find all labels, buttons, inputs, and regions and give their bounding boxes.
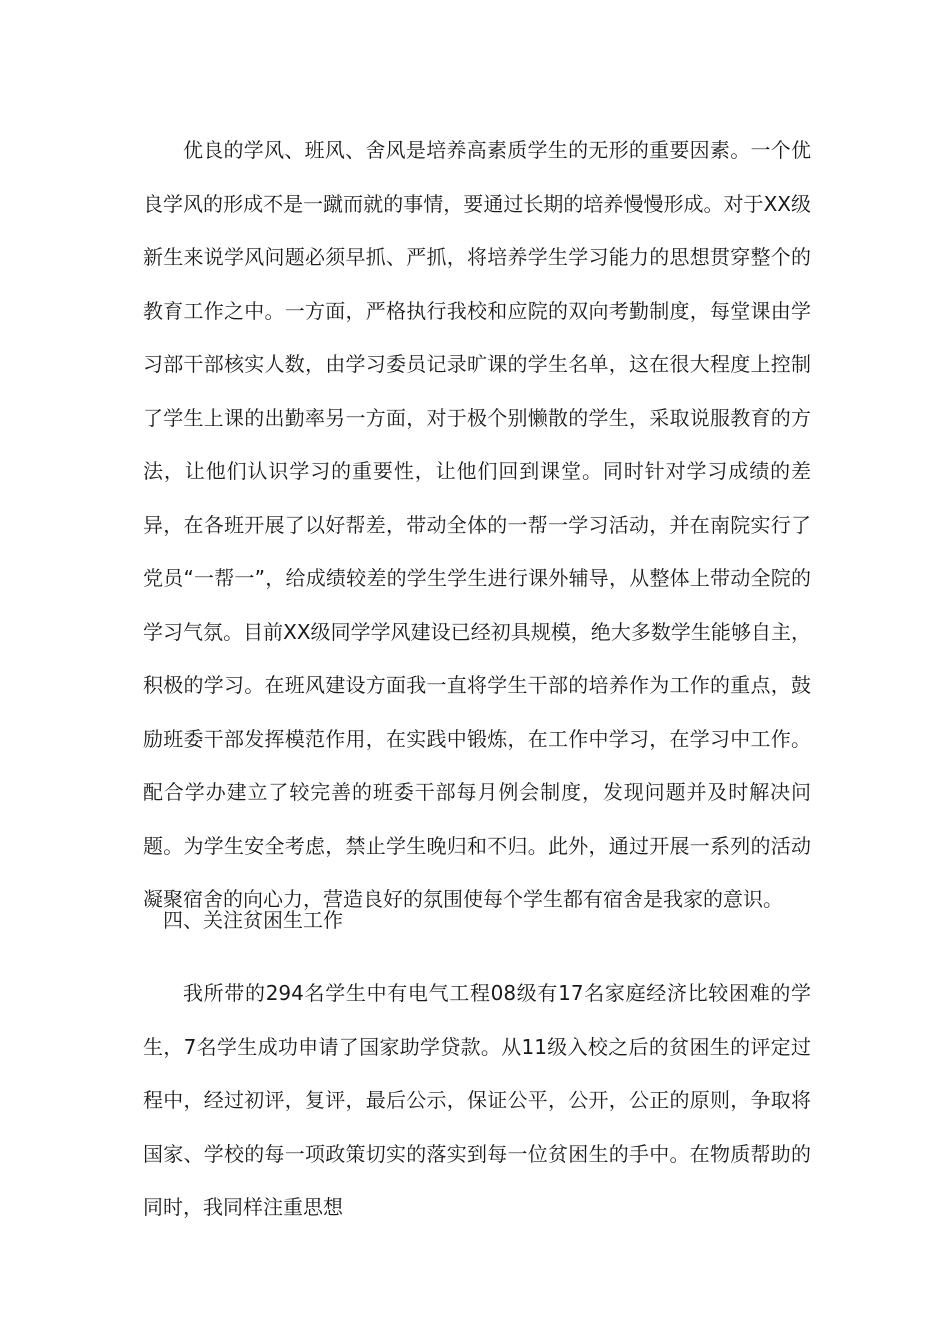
paragraph-style-conduct: 优良的学风、班风、舍风是培养高素质学生的无形的重要因素。一个优良学风的形成不是一蹴而就的事情，要通过长期的培养慢慢形成。对于XX级新生来说学风问题必须早抓、严抓，将培养学生学习能力的思想贯穿整个的教育工作之中。一方面，严格执行我校和应院的双向考勤制度，每堂课由学习部干部核实人数，由学习委员记录旷课的学生名单，这在很大程度上控制了学生上课的出勤率另一方面，对于极个别懒散的学生，采取说服教育的方法，让他们认识学习的重要性，让他们回到课堂。同时针对学习成绩的差异，在各班开展了以好帮差，带动全体的一帮一学习活动，并在南院实行了党员“一帮一”，给成绩较差的学生学生进行课外辅导，从整体上带动全院的学习气氛。目前XX级同学学风建设已经初具规模，绝大多数学生能够自主，积极的学习。在班风建设方面我一直将学生干部的培养作为工作的重点，鼓励班委干部发挥模范作用，在实践中锻炼，在工作中学习，在学习中工作。配合学办建立了较完善的班委干部每月例会制度，发现问题并及时解决问题。为学生安全考虑，禁止学生晚归和不归。此外，通过开展一系列的活动凝聚宿舍的向心力，营造良好的氛围使每个学生都有宿舍是我家的意识。: [143, 138, 811, 911]
document-section-2: [143, 967, 811, 1235]
document-section-1: [143, 124, 811, 927]
section-heading: 四、关注贫困生工作: [163, 908, 343, 932]
paragraph-poor-students: 我所带的294名学生中有电气工程08级有17名家庭经济比较困难的学生，7名学生成功申请了国家助学贷款。从11级入校之后的贫困生的评定过程中，经过初评，复评，最后公示，保证公平，公开，公正的原则，争取将国家、学校的每一项政策切实的落实到每一位贫困生的手中。在物质帮助的同时，我同样注重思想: [143, 981, 811, 1219]
